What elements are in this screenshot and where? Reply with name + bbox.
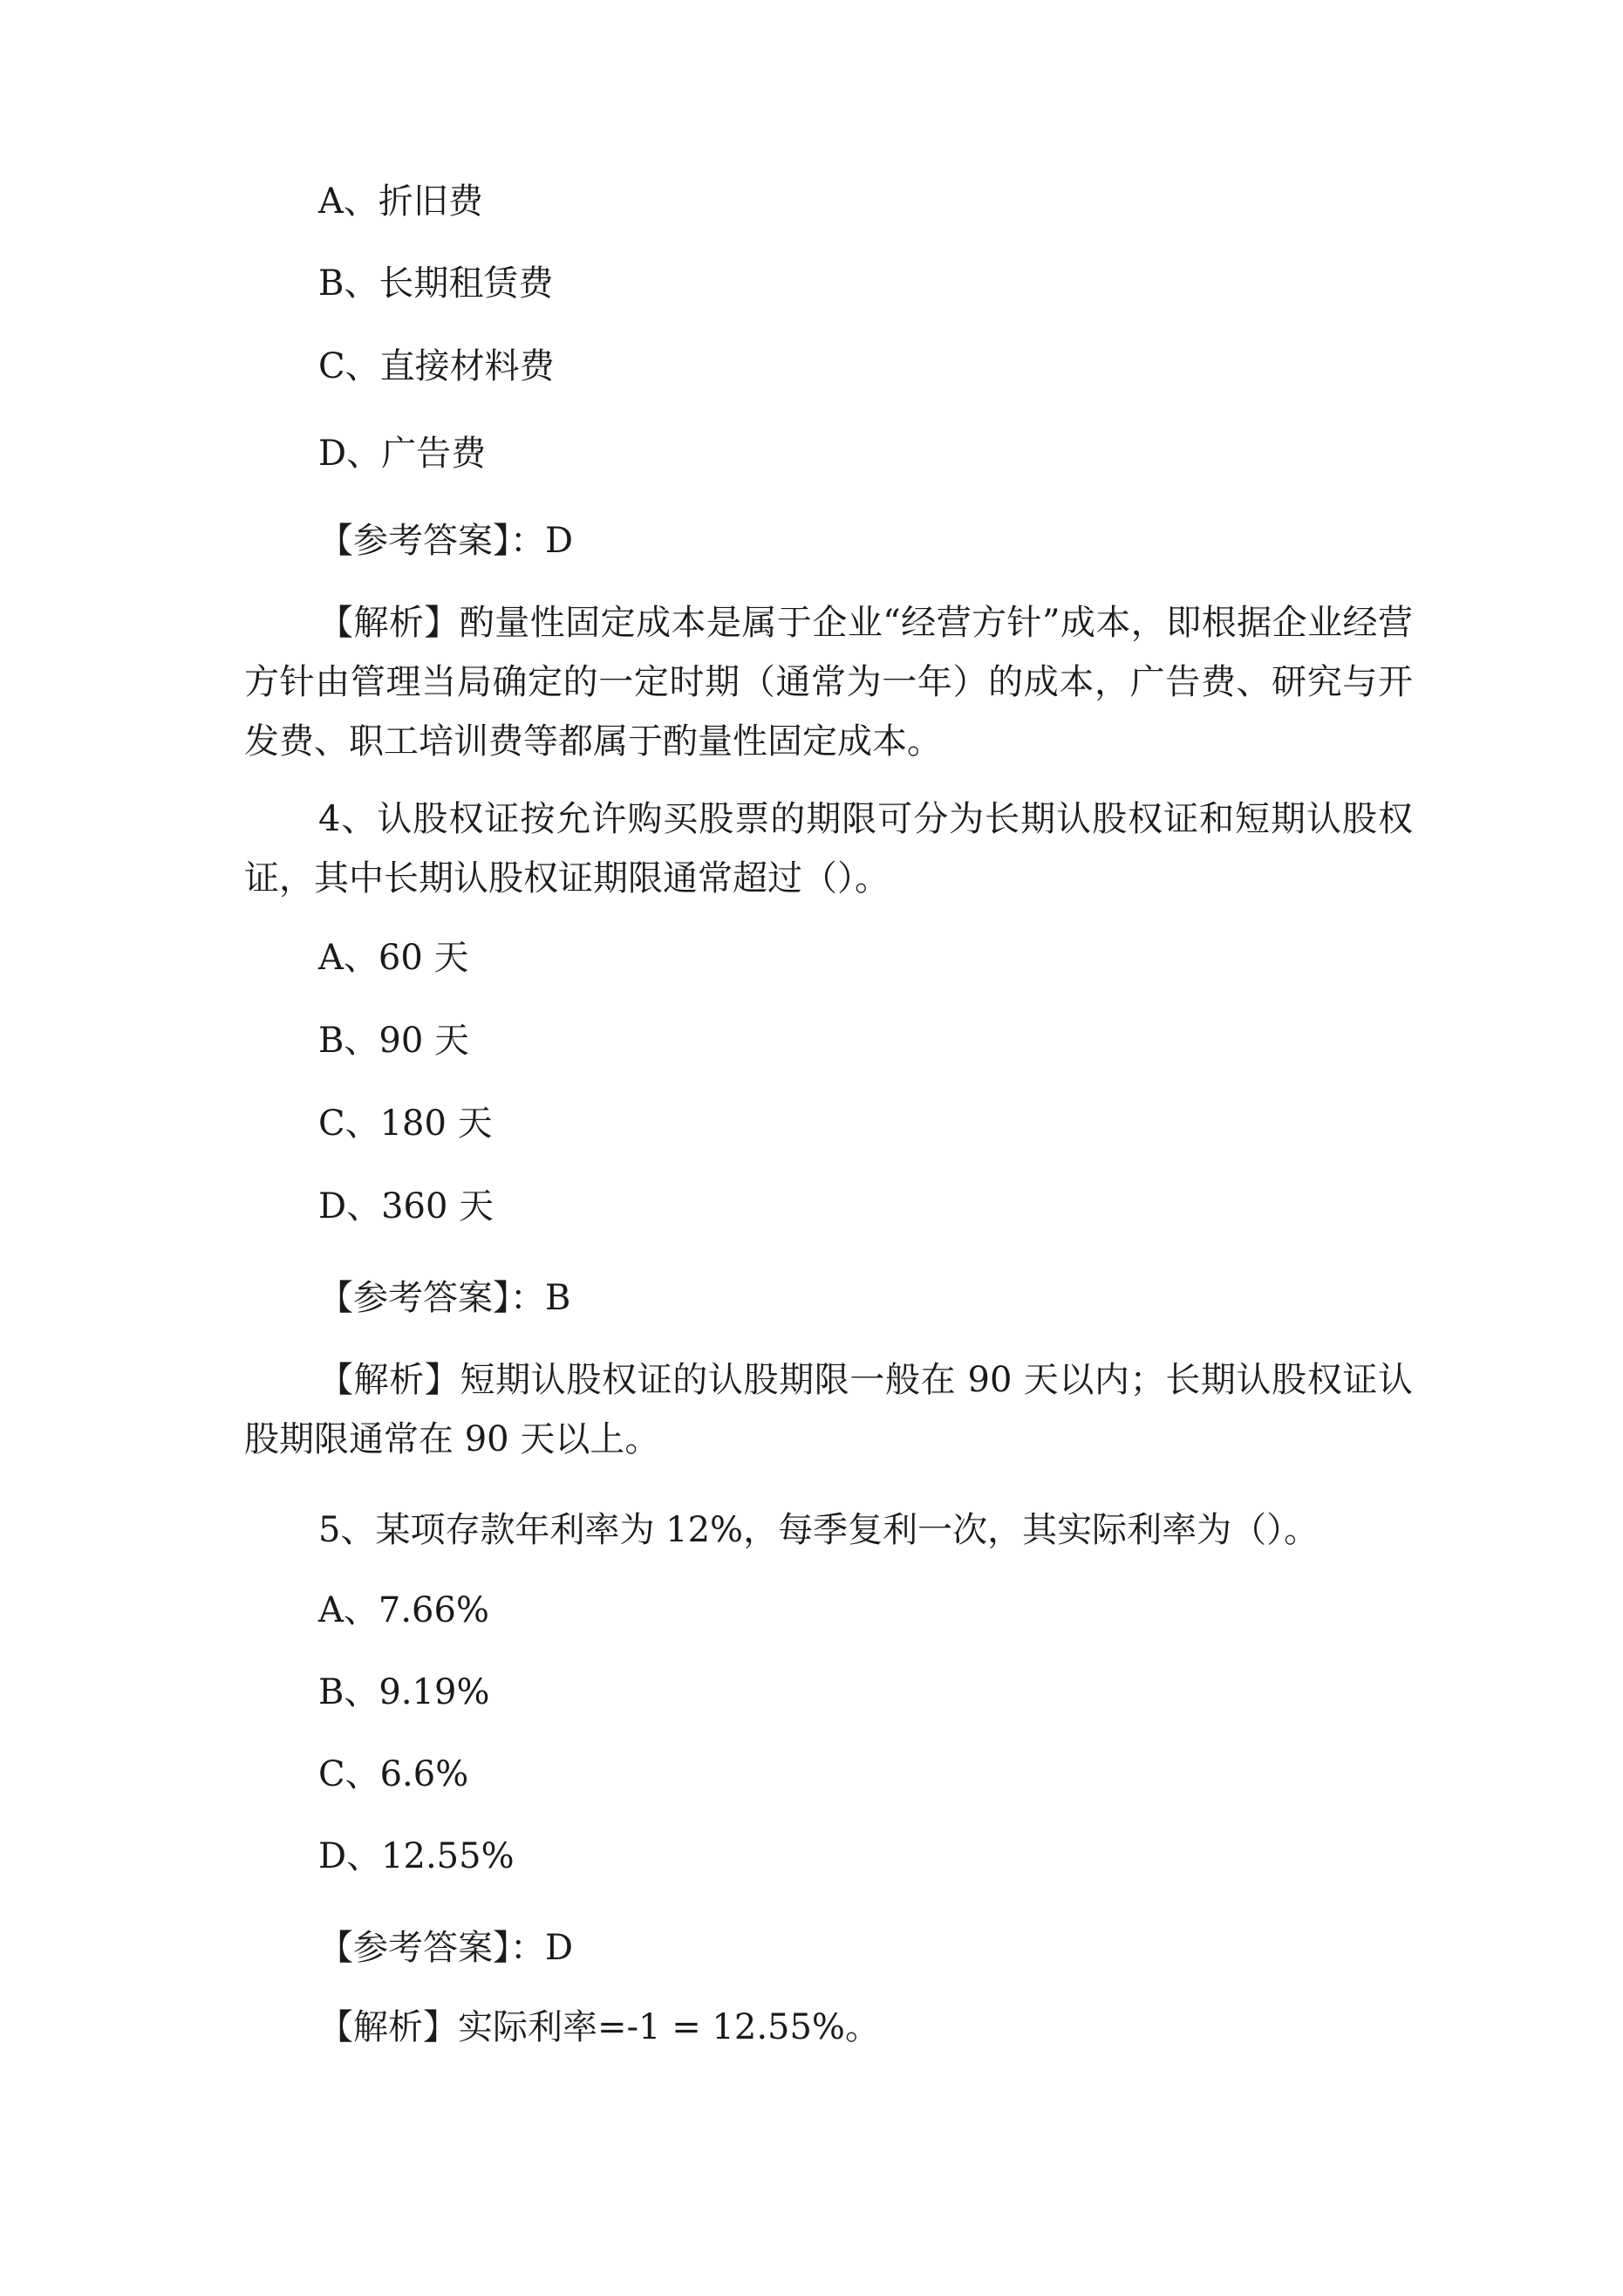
q3-option-b: B、长期租赁费: [318, 263, 554, 304]
q4-option-a: A、60 天: [318, 938, 469, 978]
q5-option-d: D、12.55%: [318, 1836, 515, 1876]
q5-option-a: A、7.66%: [318, 1590, 489, 1630]
q3-answer: 【参考答案】：D: [318, 521, 574, 561]
q5-answer: 【参考答案】：D: [318, 1928, 574, 1968]
q5-option-b: B、9.19%: [318, 1672, 490, 1712]
q3-option-c: C、直接材料费: [318, 346, 555, 386]
q4-question: 4、认股权证按允许购买股票的期限可分为长期认股权证和短期认股权证，其中长期认股权证期限通常超过（）。: [244, 799, 1413, 899]
q5-question: 5、某项存款年利率为 12%，每季复利一次，其实际利率为（）。: [318, 1510, 1320, 1550]
q4-answer: 【参考答案】：B: [318, 1278, 571, 1318]
q4-option-c: C、180 天: [318, 1104, 493, 1144]
q3-analysis: 【解析】酌量性固定成本是属于企业“经营方针”成本，即根据企业经营方针由管理当局确定的一定时期（通常为一年）的成本，广告费、研究与开发费、职工培训费等都属于酌量性固定成本。: [244, 603, 1413, 762]
q5-analysis: 【解析】实际利率=-1 = 12.55%。: [318, 2007, 880, 2047]
q3-option-a: A、折旧费: [318, 181, 483, 222]
q4-option-d: D、360 天: [318, 1186, 494, 1227]
q3-option-d: D、广告费: [318, 434, 487, 474]
q4-analysis: 【解析】短期认股权证的认股期限一般在 90 天以内；长期认股权证认股期限通常在 90 天以上。: [244, 1360, 1413, 1459]
q4-option-b: B、90 天: [318, 1021, 470, 1061]
q5-option-c: C、6.6%: [318, 1754, 469, 1794]
